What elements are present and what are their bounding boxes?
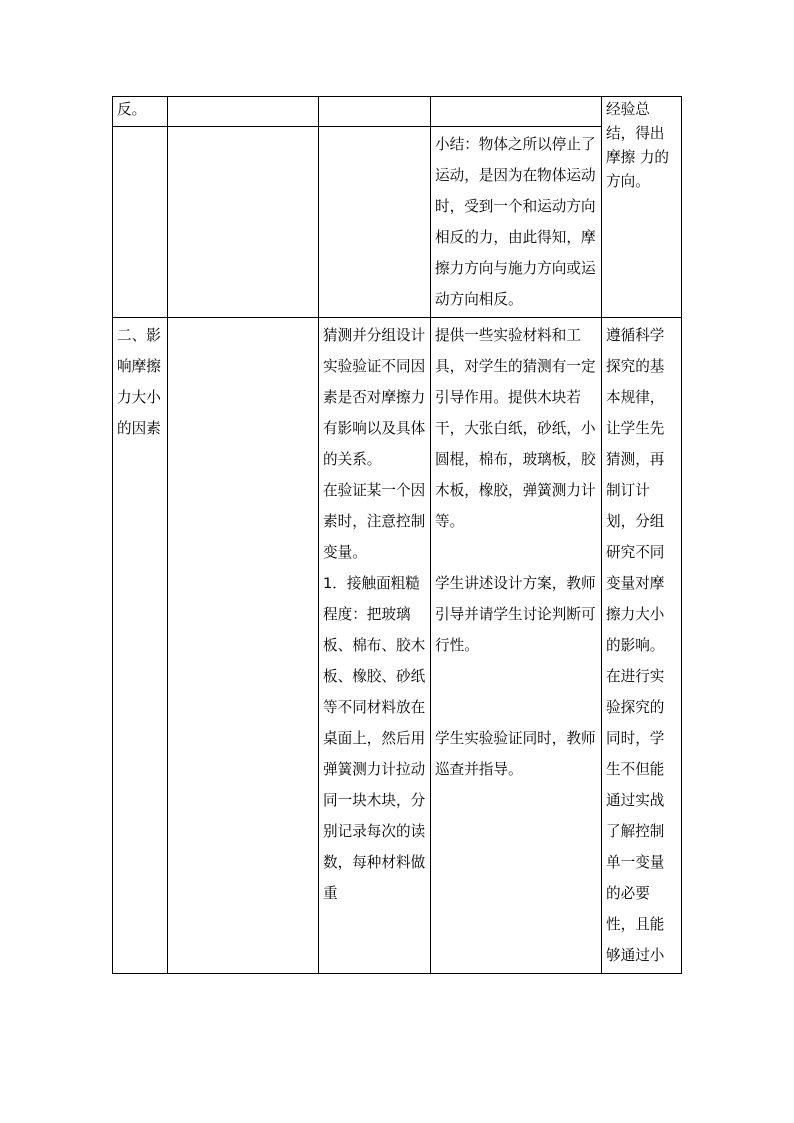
cell-stage: 二、影响摩擦力大小的因素 bbox=[113, 318, 168, 974]
design-intent-text-2: 结，得出摩擦 力的方向。 bbox=[606, 125, 670, 190]
cell-teacher-activity: 小结：物体之所以停止了运动，是因为在物体运动时，受到一个和运动方向相反的力，由此得知，摩擦力方向与施力方向或运动方向相反。 bbox=[431, 127, 602, 318]
table-row bbox=[113, 97, 682, 127]
spacer bbox=[435, 537, 597, 568]
lesson-plan-table bbox=[112, 96, 682, 974]
cell-design-intent: 遵循科学探究的基本规律，让学生先猜测，再制订计划，分组研究不同变量对摩擦力大小的影响。在进行实验探究的同时，学生不但能通过实战了解控制单一变量的必要性，且能够通过小 bbox=[602, 318, 682, 974]
cell-teacher-activity bbox=[431, 318, 602, 974]
cell-student-activity bbox=[319, 97, 431, 127]
student-paragraph-2: 在验证某一个因素时，注意控制变量。 bbox=[323, 482, 426, 561]
cell-blank bbox=[168, 318, 319, 974]
table-row bbox=[113, 318, 682, 974]
spacer bbox=[435, 661, 597, 723]
cell-design-intent bbox=[602, 97, 682, 318]
design-intent-text-1: 经验总 bbox=[606, 101, 650, 118]
cell-student-activity bbox=[319, 127, 431, 318]
teacher-paragraph-2: 学生讲述设计方案，教师引导并请学生讨论判断可行性。 bbox=[435, 575, 596, 654]
teacher-paragraph-3: 学生实验验证同时，教师巡查并指导。 bbox=[435, 730, 596, 778]
cell-teacher-activity bbox=[431, 97, 602, 127]
cell-stage: 反。 bbox=[113, 97, 168, 127]
table-row bbox=[113, 127, 682, 318]
teacher-paragraph-1: 提供一些实验材料和工具，对学生的猜测有一定引导作用。提供木块若干，大张白纸，砂纸，小圆棍，棉布，玻璃板，胶木板，橡胶，弹簧测力计等。 bbox=[435, 327, 596, 530]
student-paragraph-3: 1．接触面粗糙程度：把玻璃板、棉布、胶木板、橡胶、砂纸等不同材料放在桌面上，然后用弹簧测力计拉动同一块木块，分别记录每次的读数，每种材料做重 bbox=[323, 575, 426, 902]
cell-blank bbox=[168, 127, 319, 318]
student-paragraph-1: 猜测并分组设计实验验证不同因素是否对摩擦力有影响以及具体的关系。 bbox=[323, 327, 426, 468]
cell-stage bbox=[113, 127, 168, 318]
cell-blank bbox=[168, 97, 319, 127]
cell-student-activity bbox=[319, 318, 431, 974]
